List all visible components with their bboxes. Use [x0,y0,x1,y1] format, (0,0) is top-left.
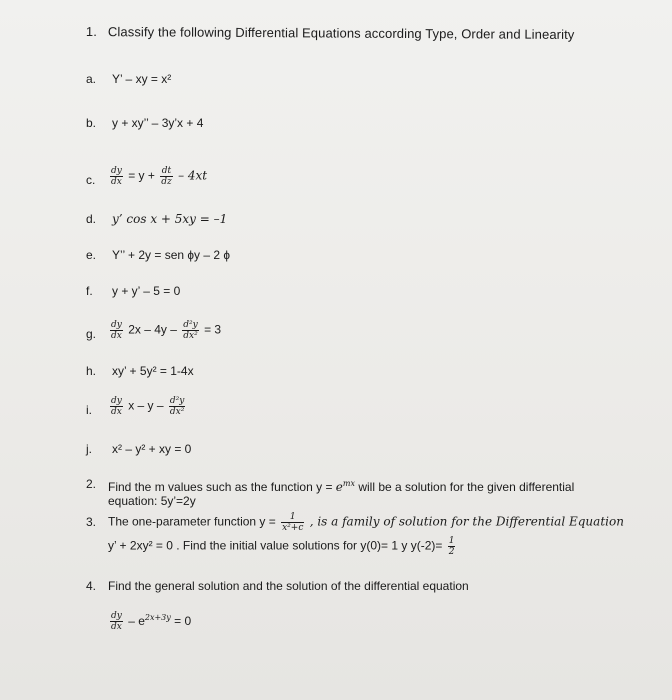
item-equation: y’ cos x + 5xy = –1 [112,212,228,226]
question-3-number: 3. [86,515,97,529]
question-1-number: 1. [85,24,98,40]
item-label: g. [86,327,97,341]
item-label: d. [86,212,97,226]
question-4-number: 4. [86,579,97,593]
item-label: h. [86,364,97,378]
fraction: $\frac{\text{d²y}}{\text{dx²}}$ [183,320,198,341]
question-2-line2: equation: 5y’=2y [108,494,196,508]
fraction: $\frac{\text{d²y}}{\text{dx²}}$ [169,396,185,417]
item-label: e. [86,248,97,262]
item-equation: $\frac{dy}{dx}$ x – y – $\frac{\text{d²y}}{\text{dx²}}$ [111,396,185,417]
item-label: a. [86,72,97,86]
item-equation: y + y’ – 5 = 0 [112,284,181,298]
item-equation: $\frac{dy}{dx}$ = y + $\frac{dt}{dz}$ – 4xt [111,166,208,187]
fraction: $\frac{1}{\text{x²+c}}$ [282,512,304,533]
item-equation: $\frac{dy}{dx}$ 2x – 4y – $\frac{\text{d²y}}{\text{dx²}}$ = 3 [111,320,222,341]
question-2-number: 2. [86,477,97,491]
item-equation: x² – y² + xy = 0 [112,442,192,456]
item-equation: y + xy’’ – 3y’x + 4 [112,116,204,130]
question-3-line2: y’ + 2xy² = 0 . Find the initial value solutions for y(0)= 1 y y(-2)= $\frac{1}{2}$ [108,536,455,557]
item-label: b. [86,116,97,130]
item-equation: xy’ + 5y² = 1-4x [112,364,194,378]
question-2-text: Find the m values such as the function $y = e^{mx}$ will be a solution for the given differential [108,479,575,494]
item-equation: Y’ – xy = x² [112,72,172,86]
question-3-text: The one-parameter function y = $\frac{1}{\text{x²+c}}$ , is a family of solution for the Differential Equation [108,512,624,533]
item-label: i. [86,403,92,417]
fraction: $\frac{dt}{dz}$ [161,166,172,187]
fraction: $\frac{dy}{dx}$ [111,166,122,187]
item-label: f. [86,284,93,298]
fraction: $\frac{dy}{dx}$ [111,396,122,417]
fraction: $\frac{dy}{dx}$ [111,320,122,341]
fraction: $\frac{dy}{dx}$ [111,611,122,633]
item-equation: Y’’ + 2y = sen ɸy – 2 ɸ [112,248,230,262]
question-4-equation: $\frac{dy}{dx}$ – $e^{2x+3y} = 0$ [111,611,192,633]
fraction: $\frac{1}{2}$ [448,536,455,557]
question-4-text: Find the general solution and the solution of the differential equation [108,579,469,593]
question-1-title: Classify the following Differential Equations according Type, Order and Linearity [107,24,575,42]
item-label: c. [86,173,96,187]
item-label: j. [86,442,92,456]
